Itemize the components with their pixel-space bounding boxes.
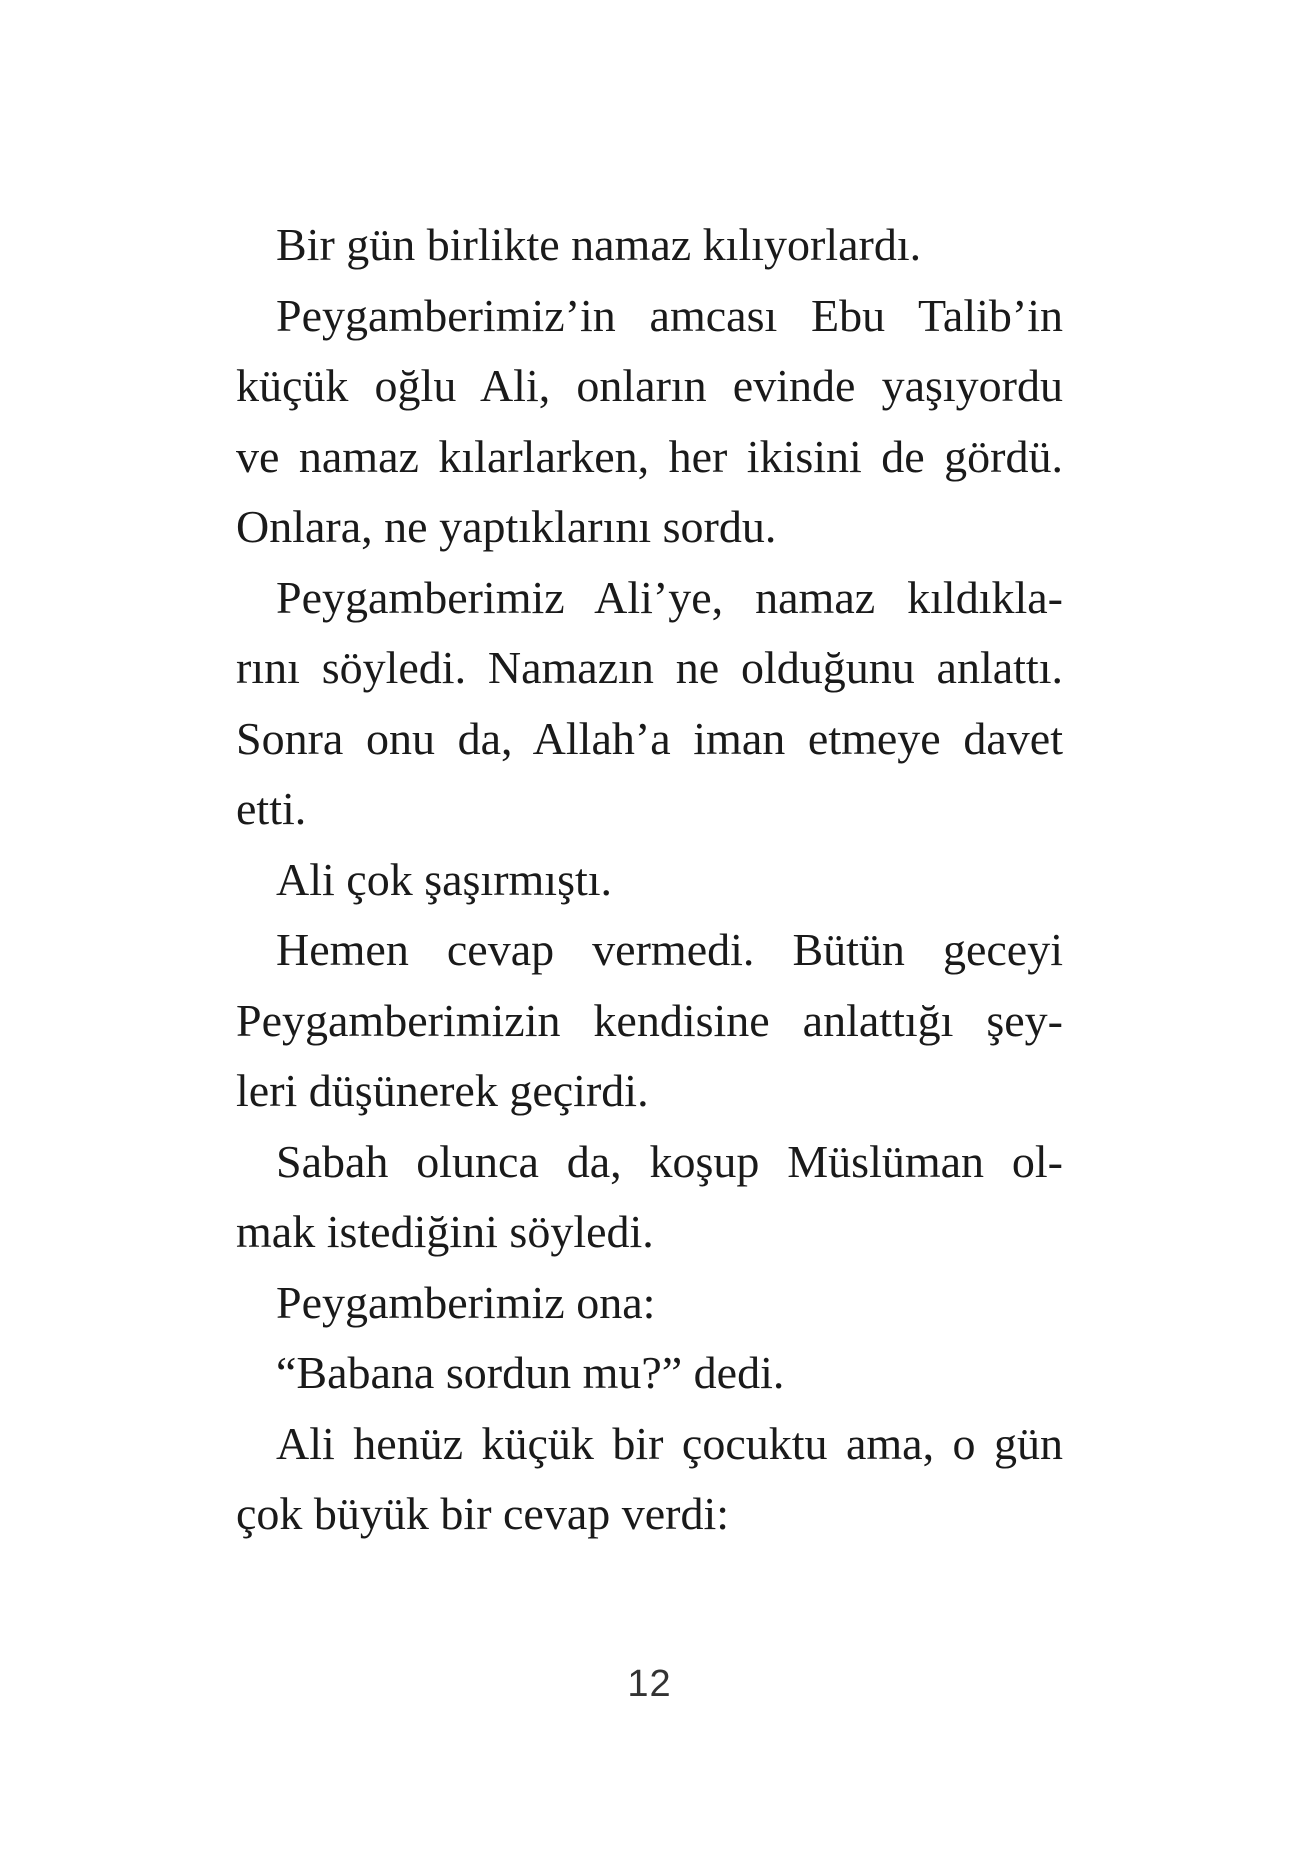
body-text [236,210,1063,1550]
text-line: Sabah olunca da, koşup Müslüman ol- [276,1135,1063,1187]
text-line: Hemen cevap vermedi. Bütün geceyi [276,924,1063,975]
text-line: çok büyük bir cevap verdi: [236,1488,730,1539]
text-line: Peygamberimizin kendisine anlattığı şey- [236,994,1063,1046]
text-line: Peygamberimiz ona: [276,1276,656,1328]
page-number: 12 [627,1663,672,1705]
text-line: “Babana sordun mu?” dedi. [276,1347,785,1398]
text-line: etti. [236,783,307,834]
text-line: Bir gün birlikte namaz kılıyorlardı. [276,219,922,270]
text-line: rını söyledi. Namazın ne olduğunu anlattı. [236,642,1063,693]
text-line: Onlara, ne yaptıklarını sordu. [236,501,777,552]
text-line: Peygamberimiz’in amcası Ebu Talib’in [276,289,1063,341]
text-line: ve namaz kılarlarken, her ikisini de gördü. [236,430,1063,482]
text-line: Sonra onu da, Allah’a iman etmeye davet [236,712,1063,764]
text-line: küçük oğlu Ali, onların evinde yaşıyordu [236,360,1063,411]
text-line: Ali henüz küçük bir çocuktu ama, o gün [276,1417,1063,1469]
text-line: leri düşünerek geçirdi. [236,1065,649,1116]
text-line: mak istediğini söyledi. [236,1206,654,1257]
text-line: Peygamberimiz Ali’ye, namaz kıldıkla- [276,571,1063,623]
text-line: Ali çok şaşırmıştı. [276,853,613,905]
